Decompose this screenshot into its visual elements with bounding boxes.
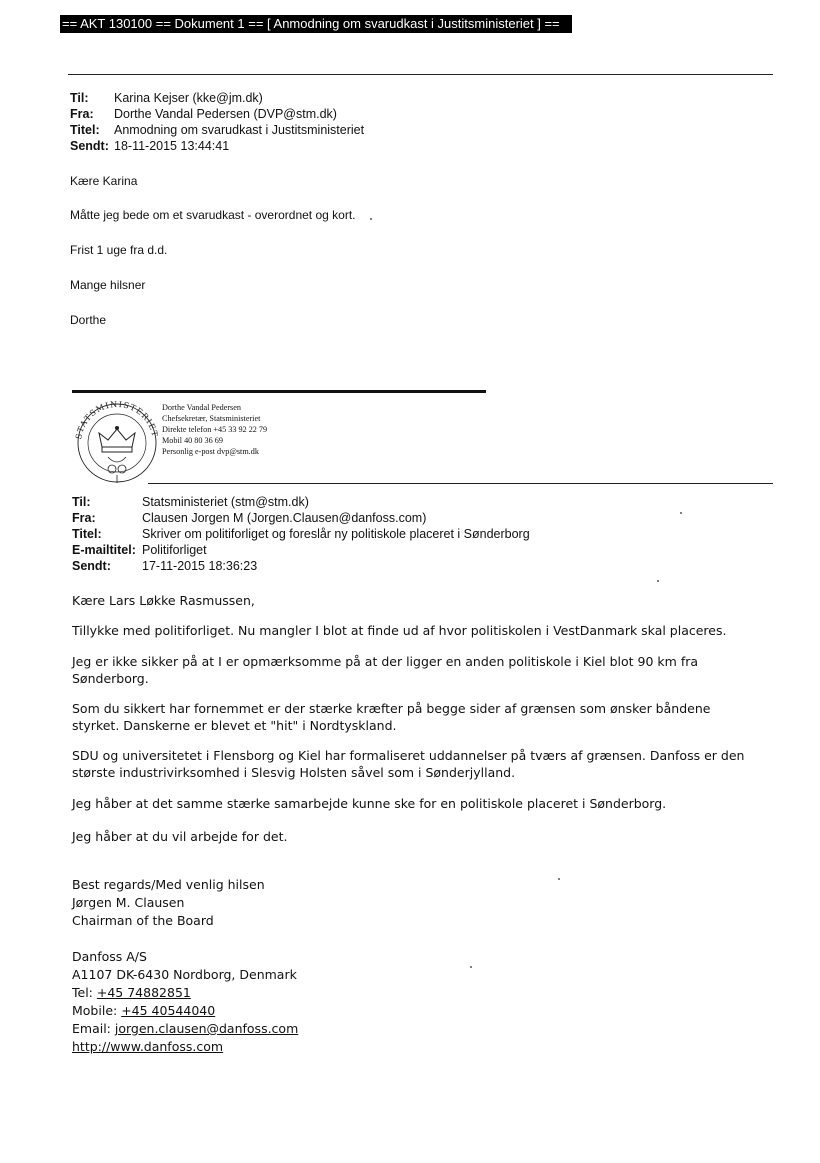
closing-company: Danfoss A/S	[72, 949, 147, 964]
email1-title-row	[70, 122, 364, 138]
email2-from-row	[72, 510, 530, 526]
email2-to-row	[72, 494, 530, 510]
mobile-label: Mobile:	[72, 1003, 122, 1018]
from-label: Fra:	[72, 511, 96, 525]
tel-label: Tel:	[72, 985, 97, 1000]
email1-header	[70, 90, 364, 154]
sig-email: Personlig e-post dvp@stm.dk	[162, 447, 259, 456]
from-value: Dorthe Vandal Pedersen (DVP@stm.dk)	[114, 107, 337, 121]
scan-speck	[558, 878, 560, 880]
sent-label: Sendt:	[70, 139, 109, 153]
closing-role: Chairman of the Board	[72, 913, 214, 928]
email1-greeting: Kære Karina	[70, 174, 138, 188]
email2-paragraph-1: Tillykke med politiforliget. Nu mangler I blot at finde ud af hvor politiskolen i VestDanmark skal placeres.	[72, 623, 727, 638]
sig-title: Chefsekretær, Statsministeriet	[162, 414, 261, 423]
scan-speck	[470, 966, 472, 968]
to-value: Karina Kejser (kke@jm.dk)	[114, 91, 263, 105]
mobile-link[interactable]: +45 40544040	[121, 1003, 216, 1018]
sent-label: Sendt:	[72, 559, 111, 573]
sig-phone: Direkte telefon +45 33 92 22 79	[162, 425, 268, 434]
email2-paragraph-5: Jeg håber at det samme stærke samarbejde kunne ske for en politiskole placeret i Sønderborg.	[72, 796, 667, 811]
scan-speck	[370, 218, 372, 220]
crown-seal-icon	[72, 397, 162, 485]
email-link[interactable]: jorgen.clausen@danfoss.com	[114, 1021, 299, 1036]
title-value: Anmodning om svarudkast i Justitsministeriet	[114, 123, 365, 137]
email2-paragraph-3b: styrket. Danskerne er blevet et "hit" i Nordtyskland.	[72, 718, 397, 733]
closing-tel-row	[72, 984, 298, 1002]
email1-request: Måtte jeg bede om et svarudkast - overordnet og kort.	[70, 208, 356, 222]
email2-paragraph-6: Jeg håber at du vil arbejde for det.	[72, 829, 288, 844]
email1-to-row	[70, 90, 364, 106]
sig-name: Dorthe Vandal Pedersen	[162, 403, 241, 412]
to-value: Statsministeriet (stm@stm.dk)	[142, 495, 309, 509]
top-divider	[68, 74, 773, 75]
signature-top-bar	[72, 390, 486, 393]
closing-regards: Best regards/Med venlig hilsen	[72, 877, 265, 892]
from-label: Fra:	[70, 107, 94, 121]
signature-divider	[148, 483, 773, 484]
to-label: Til:	[70, 91, 89, 105]
email1-sent-row	[70, 138, 364, 154]
title-value: Skriver om politiforliget og foreslår ny politiskole placeret i Sønderborg	[142, 527, 530, 541]
closing-name: Jørgen M. Clausen	[72, 895, 185, 910]
svg-text:STATSMINISTERIET	[74, 400, 159, 440]
sent-value: 18-11-2015 13:44:41	[114, 139, 230, 153]
sent-value: 17-11-2015 18:36:23	[142, 559, 258, 573]
subject-value: Politiforliget	[142, 543, 207, 557]
title-label: Titel:	[72, 527, 102, 541]
to-label: Til:	[72, 495, 91, 509]
email2-title-row	[72, 526, 530, 542]
email1-regards: Mange hilsner	[70, 278, 146, 292]
signature-text	[162, 402, 267, 457]
email2-paragraph-2a: Jeg er ikke sikker på at I er opmærksomme på at der ligger en anden politiskole i Kiel blot 90 km fra	[72, 654, 699, 669]
email2-closing	[72, 876, 298, 1056]
email2-sent-row	[72, 558, 530, 574]
scan-speck	[657, 580, 659, 582]
email1-deadline: Frist 1 uge fra d.d.	[70, 243, 168, 257]
website-link[interactable]: http://www.danfoss.com	[72, 1039, 224, 1054]
sig-mobile: Mobil 40 80 36 69	[162, 436, 223, 445]
email2-greeting: Kære Lars Løkke Rasmussen,	[72, 593, 255, 608]
email1-signoff: Dorthe	[70, 313, 107, 327]
email2-paragraph-3a: Som du sikkert har fornemmet er der stærke kræfter på begge sider af grænsen som ønsker båndene	[72, 701, 711, 716]
email1-from-row	[70, 106, 364, 122]
document-banner: == AKT 130100 == Dokument 1 == [ Anmodning om svarudkast i Justitsministeriet ] ==	[60, 15, 572, 33]
email2-header	[72, 494, 530, 574]
scan-speck	[680, 512, 682, 514]
closing-email-row	[72, 1020, 298, 1038]
email2-paragraph-2b: Sønderborg.	[72, 671, 149, 686]
email2-paragraph-4a: SDU og universitetet i Flensborg og Kiel har formaliseret uddannelser på tværs af grænsen. Danfoss er den	[72, 748, 745, 763]
closing-mobile-row	[72, 1002, 298, 1020]
email2-paragraph-4b: største industrivirksomhed i Slesvig Holsten såvel som i Sønderjylland.	[72, 765, 516, 780]
email2-subject-row	[72, 542, 530, 558]
subject-label: E-mailtitel:	[72, 543, 136, 557]
tel-link[interactable]: +45 74882851	[96, 985, 191, 1000]
title-label: Titel:	[70, 123, 100, 137]
closing-address: A1107 DK-6430 Nordborg, Denmark	[72, 967, 297, 982]
from-value: Clausen Jorgen M (Jorgen.Clausen@danfoss.com)	[142, 511, 427, 525]
seal-text: STATSMINISTERIET	[74, 399, 160, 440]
email-label: Email:	[72, 1021, 115, 1036]
